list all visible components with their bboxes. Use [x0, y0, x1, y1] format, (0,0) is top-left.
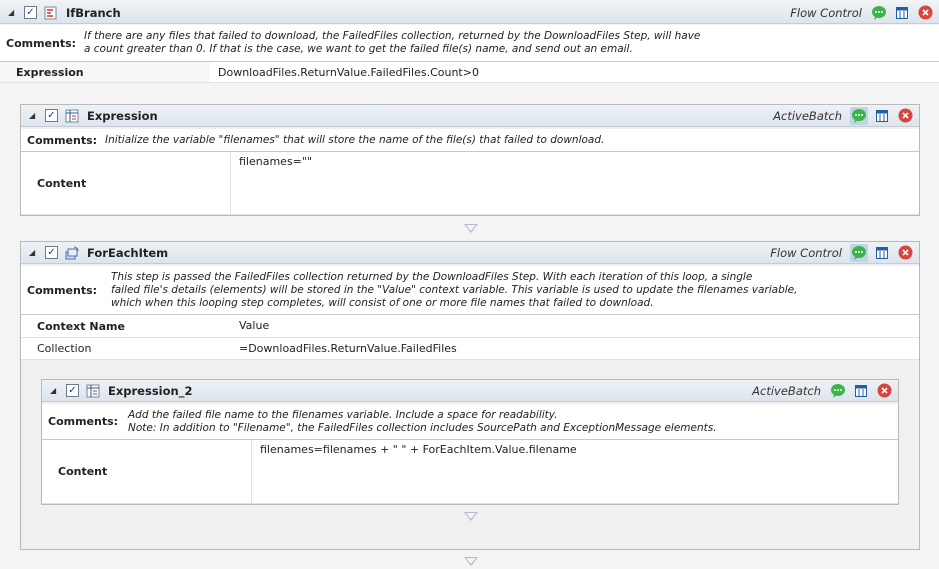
ifbranch-header — [0, 2, 939, 24]
expression2-panel — [41, 379, 899, 505]
flow-arrow-icon — [464, 557, 478, 566]
ifbranch-title: IfBranch — [66, 5, 121, 20]
comment-button[interactable] — [850, 244, 868, 262]
expression2-title: Expression_2 — [108, 383, 193, 398]
context-name-row — [21, 315, 919, 338]
foreach-comments — [21, 266, 919, 315]
comments-text — [111, 271, 797, 310]
layout-icon — [896, 7, 908, 19]
expression2-header — [42, 380, 898, 402]
foreach-title: ForEachItem — [87, 245, 169, 260]
foreach-panel — [20, 241, 920, 550]
property-label: Expression — [0, 62, 210, 82]
comment-line: failed file's details (elements) will be stored in the "Value" context variable. This variable is used to update the filenames variable, — [111, 283, 798, 296]
property-label: Content — [21, 152, 231, 214]
foreach-header — [21, 242, 919, 264]
close-icon — [898, 108, 913, 123]
layout-button[interactable] — [893, 4, 911, 22]
collection-row — [21, 338, 919, 360]
comments-text — [128, 409, 717, 435]
expression-category: ActiveBatch — [773, 108, 842, 123]
expression-title: Expression — [87, 108, 158, 123]
expression2-content-row — [42, 440, 898, 504]
layout-icon — [855, 385, 867, 397]
comment-button[interactable] — [829, 382, 847, 400]
comment-line: Initialize the variable "filenames" that will store the name of the file(s) that failed to download. — [105, 133, 605, 146]
flow-arrow-icon — [464, 512, 478, 521]
ifbranch-category: Flow Control — [790, 5, 862, 20]
comment-button[interactable] — [870, 4, 888, 22]
expression-step-icon — [65, 109, 79, 123]
comments-label: Comments: — [27, 283, 98, 297]
comment-line: a count greater than 0. If that is the case, we want to get the failed file(s) name, and send out an email. — [84, 43, 633, 55]
foreach-category: Flow Control — [770, 245, 842, 260]
expression-panel — [20, 104, 920, 216]
expression2-category: ActiveBatch — [752, 383, 821, 398]
layout-button[interactable] — [852, 382, 870, 400]
comment-line: If there are any files that failed to download, the FailedFiles collection, returned by the DownloadFiles Step, will have — [84, 30, 701, 42]
close-icon — [877, 383, 892, 398]
expression-comments — [21, 129, 919, 152]
comment-bubble-icon — [830, 383, 846, 399]
expression-content-row — [21, 152, 919, 215]
property-label: Collection — [37, 342, 92, 355]
checkbox-checked-icon[interactable]: ✓ — [66, 384, 79, 397]
property-value[interactable]: filenames="" — [239, 155, 313, 168]
close-button[interactable] — [896, 107, 914, 125]
expression2-comments — [42, 404, 898, 440]
comment-line: This step is passed the FailedFiles collection returned by the DownloadFiles Step. With each iteration of this loop, a single — [111, 270, 753, 283]
comment-bubble-icon — [851, 245, 867, 261]
layout-button[interactable] — [873, 107, 891, 125]
comments-label: Comments: — [48, 415, 119, 428]
expression-header — [21, 105, 919, 127]
layout-icon — [876, 110, 888, 122]
expression-step-icon — [86, 384, 100, 398]
collapse-triangle-icon[interactable]: ◢ — [8, 8, 15, 17]
comment-bubble-icon — [871, 5, 887, 21]
comments-text — [84, 30, 700, 56]
ifbranch-expression-row — [0, 62, 939, 83]
collapse-triangle-icon[interactable]: ◢ — [29, 248, 36, 257]
property-label: Content — [42, 440, 252, 503]
comment-line: Add the failed file name to the filenames variable. Include a space for readability. — [128, 408, 558, 421]
comment-line: Note: In addition to "Filename", the FailedFiles collection includes SourcePath and ExceptionMessage elements. — [128, 421, 717, 434]
layout-icon — [876, 247, 888, 259]
property-value[interactable]: filenames=filenames + " " + ForEachItem.Value.filename — [260, 443, 577, 456]
collapse-triangle-icon[interactable]: ◢ — [29, 111, 36, 120]
comments-label: Comments: — [6, 36, 77, 50]
foreach-step-icon — [65, 246, 79, 260]
close-icon — [918, 5, 933, 20]
comments-label: Comments: — [27, 133, 98, 147]
checkbox-checked-icon[interactable]: ✓ — [45, 109, 58, 122]
comment-bubble-icon — [851, 108, 867, 124]
close-button[interactable] — [896, 244, 914, 262]
property-label: Context Name — [37, 319, 125, 333]
close-button[interactable] — [916, 4, 934, 22]
flow-arrow-icon — [464, 224, 478, 233]
comment-line: which when this looping step completes, will consist of one or more file names that failed to download. — [111, 296, 654, 309]
property-value[interactable]: =DownloadFiles.ReturnValue.FailedFiles — [239, 342, 457, 355]
ifbranch-step-icon — [44, 6, 58, 20]
close-button[interactable] — [875, 382, 893, 400]
close-icon — [898, 245, 913, 260]
checkbox-checked-icon[interactable]: ✓ — [45, 246, 58, 259]
property-value[interactable]: DownloadFiles.ReturnValue.FailedFiles.Count>0 — [218, 65, 479, 79]
comment-button[interactable] — [850, 107, 868, 125]
property-value[interactable]: Value — [239, 319, 270, 332]
checkbox-checked-icon[interactable]: ✓ — [24, 6, 37, 19]
collapse-triangle-icon[interactable]: ◢ — [50, 386, 57, 395]
ifbranch-comments — [0, 25, 939, 62]
layout-button[interactable] — [873, 244, 891, 262]
